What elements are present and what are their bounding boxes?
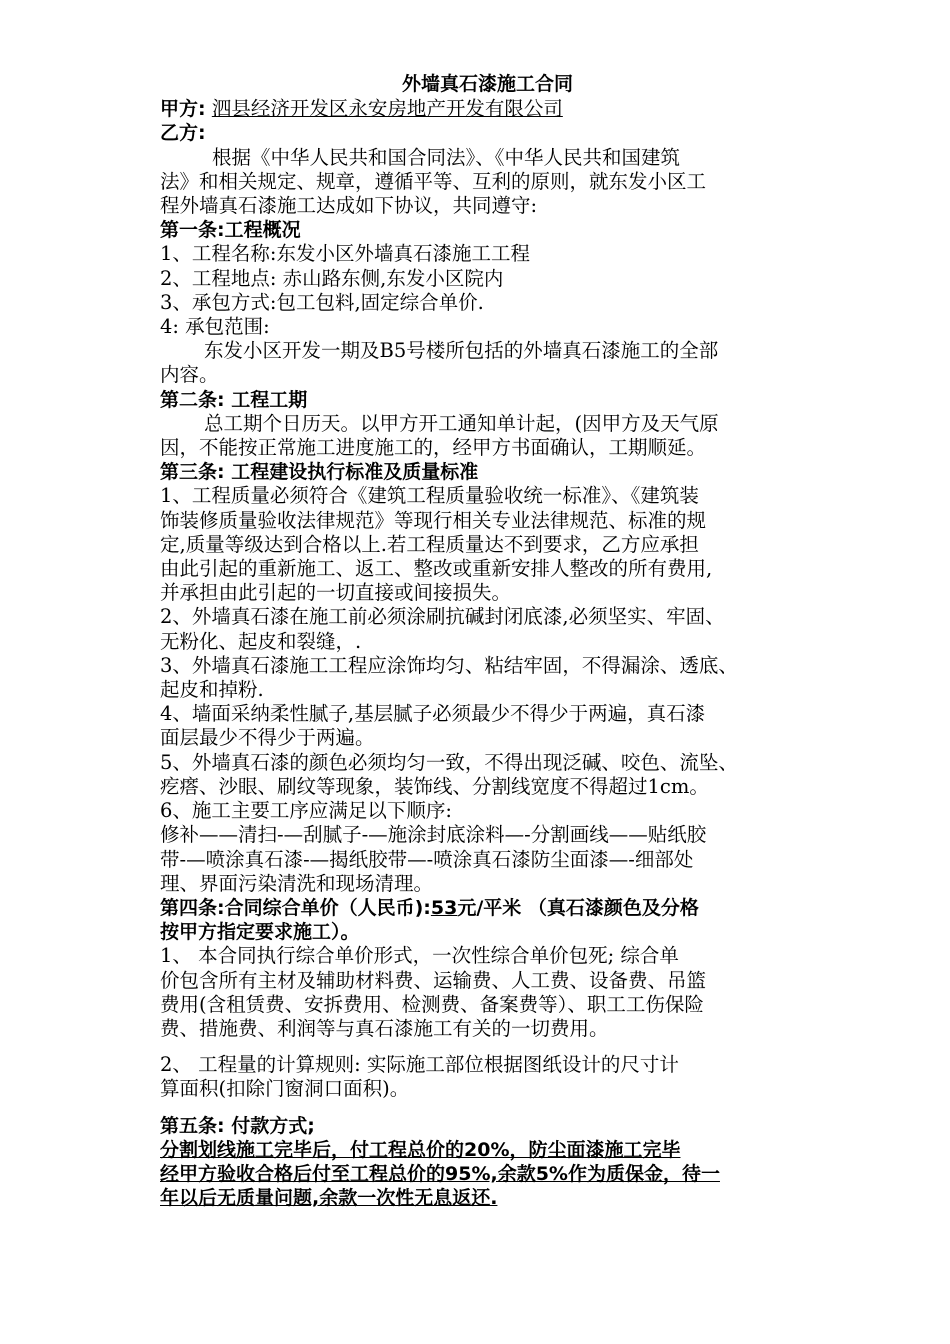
article-3-text: 4、墙面采纳柔性腻子,基层腻子必须最少不得少于两遍，真石漆 — [160, 702, 706, 726]
article-4-heading-post: 元/平米 （真石漆颜色及分格 — [457, 896, 699, 919]
party-b-line — [160, 121, 815, 145]
article-3-text: 疙瘩、沙眼、刷纹等现象，装饰线、分割线宽度不得超过1cm。 — [160, 774, 709, 798]
article-4-heading-pre: 第四条:合同综合单价（人民币): — [160, 896, 431, 919]
party-b-label: 乙方: — [160, 122, 206, 145]
article-4-item2: 算面积(扣除门窗洞口面积)。 — [160, 1077, 410, 1101]
party-a-label: 甲方: — [160, 98, 206, 121]
article-3-text: 3、外墙真石漆施工工程应涂饰均匀、粘结牢固，不得漏涂、透底、 — [160, 653, 738, 677]
article-3-text: 无粉化、起皮和裂缝，. — [160, 629, 362, 653]
article-5-heading: 第五条: 付款方式; — [160, 1114, 315, 1137]
unit-price: 53 — [430, 896, 458, 919]
article-4-item1: 费、措施费、利润等与真石漆施工有关的一切费用。 — [160, 1016, 609, 1040]
article-4-heading — [160, 896, 815, 920]
article-3-text: 起皮和掉粉. — [160, 678, 264, 702]
article-1-scope: 东发小区开发一期及B5号楼所包括的外墙真石漆施工的全部 — [204, 339, 719, 363]
article-3-text: 由此引起的重新施工、返工、整改或重新安排人整改的所有费用, — [160, 557, 713, 581]
intro-line: 法》和相关规定、规章，遵循平等、互利的原则，就东发小区工 — [160, 169, 707, 193]
document-title: 外墙真石漆施工合同 — [401, 73, 573, 95]
intro-line: 根据《中华人民共和国合同法》、《中华人民共和国建筑 — [212, 145, 681, 169]
article-1-scope: 内容。 — [160, 363, 219, 387]
article-3-text: 6、施工主要工序应满足以下顺序: — [160, 799, 452, 823]
article-3-text: 并承担由此引起的一切直接或间接损失。 — [160, 581, 512, 605]
article-3-text: 修补——清扫-—刮腻子-—施涂封底涂料—-分割画线——贴纸胶 — [160, 823, 707, 847]
article-1-heading: 第一条:工程概况 — [160, 219, 301, 242]
article-1-item: 3、承包方式:包工包料,固定综合单价. — [160, 290, 484, 314]
article-4-item2: 2、 工程量的计算规则: 实际施工部位根据图纸设计的尺寸计 — [160, 1053, 679, 1077]
payment-terms: 年以后无质量问题,余款一次性无息返还. — [160, 1187, 498, 1210]
article-4-item1: 价包含所有主材及辅助材料费、运输费、人工费、设备费、吊篮 — [160, 968, 707, 992]
article-3-text: 2、外墙真石漆在施工前必须涂刷抗碱封闭底漆,必须坚实、牢固、 — [160, 605, 725, 629]
article-3-text: 定,质量等级达到合格以上.若工程质量达不到要求，乙方应承担 — [160, 532, 699, 556]
party-a-name: 泗县经济开发区永安房地产开发有限公司 — [211, 97, 563, 121]
article-2-text: 总工期个日历天。以甲方开工通知单计起，(因甲方及天气原 — [204, 411, 719, 435]
payment-terms: 经甲方验收合格后付至工程总价的95%,余款5%作为质保金，待一 — [160, 1162, 720, 1185]
article-2-heading: 第二条: 工程工期 — [160, 388, 308, 411]
article-1-item: 2、工程地点: 赤山路东侧,东发小区院内 — [160, 266, 504, 290]
article-3-text: 理、界面污染清洗和现场清理。 — [160, 871, 434, 895]
party-a-line — [160, 97, 815, 121]
article-3-text: 5、外墙真石漆的颜色必须均匀一致，不得出现泛碱、咬色、流坠、 — [160, 750, 738, 774]
contract-document — [160, 72, 815, 1210]
article-4-item1: 费用(含租赁费、安拆费用、检测费、备案费等）、职工工伤保险 — [160, 992, 704, 1016]
article-3-text: 面层最少不得少于两遍。 — [160, 726, 375, 750]
article-4-item1: 1、 本合同执行综合单价形式，一次性综合单价包死; 综合单 — [160, 944, 679, 968]
article-3-text: 1、工程质量必须符合《建筑工程质量验收统一标准》、《建筑装 — [160, 484, 699, 508]
article-1-item: 4: 承包范围: — [160, 315, 270, 339]
payment-terms: 分割划线施工完毕后，付工程总价的20%，防尘面漆施工完毕 — [160, 1138, 681, 1161]
article-2-text: 因，不能按正常施工进度施工的，经甲方书面确认，工期顺延。 — [160, 436, 707, 460]
article-3-heading: 第三条: 工程建设执行标准及质量标准 — [160, 461, 479, 484]
article-4-heading-line2: 按甲方指定要求施工）。 — [160, 921, 360, 944]
article-3-text: 饰装修质量验收法律规范》等现行相关专业法律规范、标准的规 — [160, 508, 707, 532]
intro-line: 程外墙真石漆施工达成如下协议，共同遵守: — [160, 194, 538, 218]
article-3-text: 带-—喷涂真石漆-—揭纸胶带—-喷涂真石漆防尘面漆—-细部处 — [160, 847, 694, 871]
article-1-item: 1、工程名称:东发小区外墙真石漆施工工程 — [160, 242, 530, 266]
